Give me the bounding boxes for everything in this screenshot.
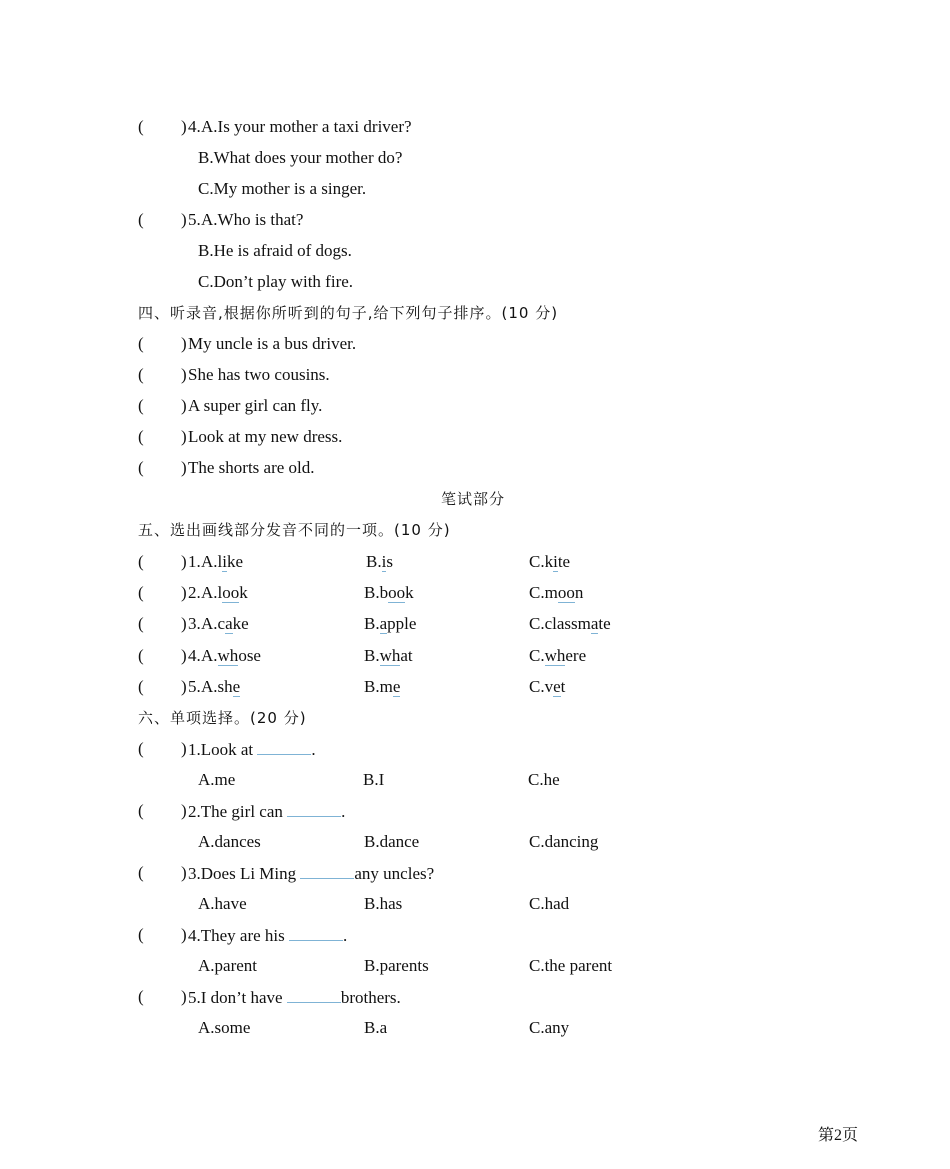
option-a: A.have bbox=[198, 894, 247, 913]
answer-paren[interactable]: ( ) bbox=[138, 677, 187, 696]
option-b: B.dance bbox=[364, 832, 420, 851]
sentence: She has two cousins. bbox=[188, 365, 330, 384]
option-b: B.apple bbox=[364, 614, 417, 633]
option-a: A.Who is that? bbox=[201, 210, 304, 229]
sentence: The shorts are old. bbox=[188, 458, 315, 477]
sentence: My uncle is a bus driver. bbox=[188, 334, 357, 353]
question-stem: 4.They are his . bbox=[188, 926, 348, 945]
question-stem: 5.I don’t have brothers. bbox=[188, 988, 401, 1007]
section-heading: 六、单项选择。(20 分) bbox=[138, 709, 307, 727]
answer-paren[interactable]: ( ) bbox=[138, 646, 187, 665]
option-c: C.classmate bbox=[529, 614, 611, 633]
answer-paren[interactable]: ( ) bbox=[138, 365, 187, 384]
answer-paren[interactable]: ( ) bbox=[138, 614, 187, 633]
sentence: Look at my new dress. bbox=[188, 427, 343, 446]
answer-paren[interactable]: ( ) bbox=[138, 552, 187, 571]
option-c: C.Don’t play with fire. bbox=[198, 272, 354, 291]
option-c: C.vet bbox=[529, 677, 566, 696]
answer-paren[interactable]: ( ) bbox=[138, 458, 187, 477]
option-c: C.dancing bbox=[529, 832, 599, 851]
option-c: C.My mother is a singer. bbox=[198, 179, 367, 198]
option-b: B.He is afraid of dogs. bbox=[198, 241, 352, 260]
answer-paren[interactable]: ( ) bbox=[138, 210, 187, 229]
option-a: A.she bbox=[201, 677, 241, 696]
answer-blank[interactable] bbox=[300, 863, 354, 879]
option-b: B.parents bbox=[364, 956, 429, 975]
option-c: C.where bbox=[529, 646, 587, 665]
option-b: B.I bbox=[363, 770, 385, 789]
question-number: 4. bbox=[188, 646, 201, 665]
option-b: B.has bbox=[364, 894, 403, 913]
section-heading: 四、听录音,根据你所听到的句子,给下列句子排序。(10 分) bbox=[138, 304, 559, 322]
page-number: 第2页 bbox=[818, 1127, 859, 1144]
question-number: 4. bbox=[188, 117, 201, 136]
option-a: A.like bbox=[201, 552, 244, 571]
option-a: A.parent bbox=[198, 956, 258, 975]
sentence: A super girl can fly. bbox=[188, 396, 323, 415]
answer-paren[interactable]: ( ) bbox=[138, 427, 187, 446]
option-a: A.some bbox=[198, 1018, 251, 1037]
answer-paren[interactable]: ( ) bbox=[138, 396, 187, 415]
answer-paren[interactable]: ( ) bbox=[138, 117, 187, 136]
question-stem: 1.Look at . bbox=[188, 740, 316, 759]
answer-blank[interactable] bbox=[289, 925, 343, 941]
answer-paren[interactable]: ( ) bbox=[138, 863, 187, 882]
option-a: A.dances bbox=[198, 832, 261, 851]
option-c: C.had bbox=[529, 894, 570, 913]
option-b: B.a bbox=[364, 1018, 388, 1037]
answer-paren[interactable]: ( ) bbox=[138, 334, 187, 353]
answer-blank[interactable] bbox=[287, 987, 341, 1003]
question-number: 3. bbox=[188, 614, 201, 633]
option-a: A.whose bbox=[201, 646, 261, 665]
option-b: B.is bbox=[366, 552, 393, 571]
question-number: 1. bbox=[188, 552, 201, 571]
section-heading: 五、选出画线部分发音不同的一项。(10 分) bbox=[138, 521, 451, 539]
option-a: A.Is your mother a taxi driver? bbox=[201, 117, 412, 136]
part-title: 笔试部分 bbox=[441, 490, 506, 508]
option-c: C.any bbox=[529, 1018, 570, 1037]
answer-paren[interactable]: ( ) bbox=[138, 801, 187, 820]
answer-paren[interactable]: ( ) bbox=[138, 987, 187, 1006]
question-stem: 2.The girl can . bbox=[188, 802, 346, 821]
option-b: B.book bbox=[364, 583, 414, 602]
question-number: 2. bbox=[188, 583, 201, 602]
option-a: A.cake bbox=[201, 614, 249, 633]
answer-paren[interactable]: ( ) bbox=[138, 739, 187, 758]
answer-blank[interactable] bbox=[257, 739, 311, 755]
question-stem: 3.Does Li Ming any uncles? bbox=[188, 864, 435, 883]
option-b: B.What does your mother do? bbox=[198, 148, 403, 167]
answer-paren[interactable]: ( ) bbox=[138, 925, 187, 944]
option-b: B.what bbox=[364, 646, 413, 665]
option-c: C.the parent bbox=[529, 956, 613, 975]
answer-blank[interactable] bbox=[287, 801, 341, 817]
option-c: C.kite bbox=[529, 552, 571, 571]
option-a: A.me bbox=[198, 770, 236, 789]
option-c: C.he bbox=[528, 770, 560, 789]
question-number: 5. bbox=[188, 210, 201, 229]
question-number: 5. bbox=[188, 677, 201, 696]
option-b: B.me bbox=[364, 677, 401, 696]
answer-paren[interactable]: ( ) bbox=[138, 583, 187, 602]
option-c: C.moon bbox=[529, 583, 584, 602]
option-a: A.look bbox=[201, 583, 248, 602]
